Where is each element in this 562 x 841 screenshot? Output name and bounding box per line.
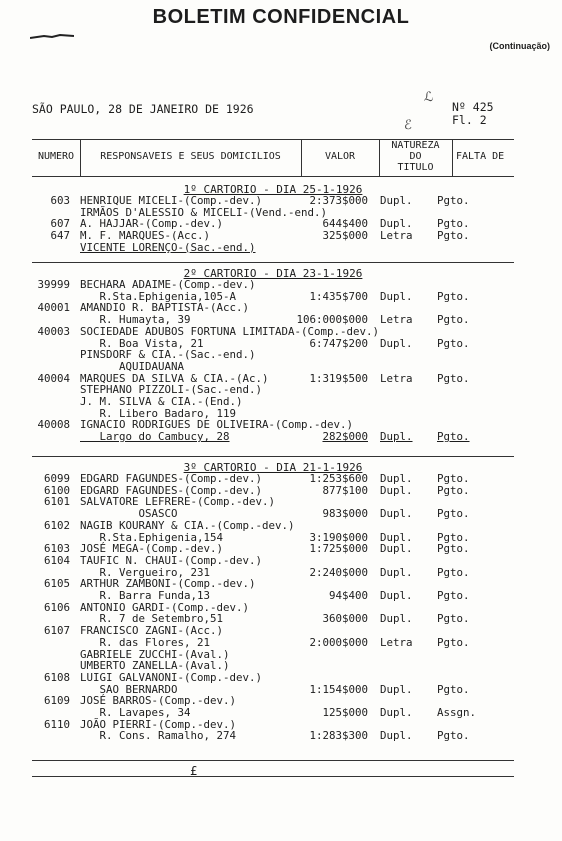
- row-falta: Pgto.: [437, 542, 470, 556]
- row-number: 607: [50, 217, 70, 231]
- row-number: 40003: [37, 324, 70, 338]
- table-row: [0, 730, 562, 742]
- row-falta: Pgto.: [437, 729, 470, 743]
- row-valor: 1:283$300: [309, 729, 368, 743]
- table-row: [0, 242, 562, 254]
- document-title: BOLETIM CONFIDENCIAL: [152, 6, 410, 28]
- row-responsavel: R. Barra Funda,13: [80, 589, 211, 602]
- row-natureza: Dupl.: [380, 472, 413, 485]
- row-number: 6102: [43, 518, 70, 532]
- row-responsavel: R. das Flores, 21: [80, 635, 211, 649]
- row-falta: Pgto.: [437, 430, 470, 444]
- row-responsavel: SOCIEDADE ADUBOS FORTUNA LIMITADA-(Comp.-dev.): [80, 324, 380, 338]
- column-header-valor: VALOR: [324, 151, 356, 162]
- row-natureza: Dupl.: [380, 507, 413, 521]
- row-valor: 877$100: [322, 483, 368, 497]
- sheet-number: Fl. 2: [452, 113, 487, 127]
- row-responsavel: SAO BERNARDO: [80, 682, 178, 696]
- row-natureza: Dupl.: [380, 706, 413, 719]
- row-falta: Pgto.: [437, 530, 470, 544]
- row-responsavel: J. M. SILVA & CIA.-(End.): [80, 395, 243, 408]
- row-responsavel: R. 7 de Setembro,51: [80, 612, 224, 626]
- row-number: 647: [50, 229, 70, 243]
- row-natureza: Letra: [380, 371, 413, 385]
- row-natureza: Dupl.: [380, 729, 413, 743]
- row-responsavel: R.Sta.Ephigenia,154: [80, 530, 224, 544]
- row-natureza: Dupl.: [380, 289, 413, 303]
- row-responsavel: R. Cons. Ramalho, 274: [80, 729, 237, 743]
- row-responsavel: ANTONIO GARDI-(Comp.-dev.): [80, 600, 250, 614]
- column-header-falta: FALTA DE: [456, 151, 505, 162]
- row-number: 6108: [43, 670, 70, 684]
- row-number: 6100: [43, 483, 70, 497]
- row-responsavel: JOSÉ BARROS-(Comp.-dev.): [80, 694, 237, 708]
- row-responsavel: Largo do Cambucy, 28: [80, 430, 230, 444]
- row-valor: 106:000$000: [296, 313, 368, 327]
- column-header-natureza: NATUREZA: [391, 140, 440, 151]
- row-responsavel: ARTHUR ZAMBONI-(Comp.-dev.): [80, 577, 256, 591]
- row-responsavel: HENRIQUE MICELI-(Comp.-dev.): [80, 194, 263, 207]
- row-responsavel: R. Boa Vista, 21: [80, 336, 204, 350]
- row-falta: Pgto.: [437, 507, 470, 521]
- row-valor: 282$000: [322, 430, 368, 444]
- row-responsavel: JOSÉ MEGA-(Comp.-dev.): [80, 542, 224, 556]
- row-responsavel: VICENTE LORENÇO-(Sac.-end.): [80, 240, 256, 254]
- bottom-rule: [32, 760, 514, 761]
- row-responsavel: R. Humayta, 39: [80, 313, 191, 327]
- section-heading-text: 3º CARTORIO - DIA 21-1-1926: [183, 461, 363, 474]
- row-valor: 325$000: [322, 229, 368, 243]
- row-valor: 983$000: [322, 507, 368, 521]
- row-falta: Pgto.: [437, 336, 470, 350]
- row-responsavel: R. Lavapes, 34: [80, 706, 191, 719]
- row-falta: Pgto.: [437, 483, 470, 497]
- row-number: 40001: [37, 301, 70, 315]
- table-header-rule: [32, 176, 514, 177]
- row-natureza: Dupl.: [380, 530, 413, 544]
- row-responsavel: BECHARA ADAIME-(Comp.-dev.): [80, 278, 256, 291]
- row-number: 6106: [43, 600, 70, 614]
- footer-mark: £: [190, 764, 198, 778]
- handwritten-mark: ℒ: [424, 90, 434, 105]
- stamp-mark-icon: [30, 34, 74, 40]
- section-rule: [32, 456, 514, 457]
- table-row: [0, 431, 562, 443]
- column-header-natureza: TITULO: [397, 162, 434, 173]
- row-responsavel: AQUIDAUANA: [80, 359, 185, 373]
- row-valor: 125$000: [322, 706, 368, 719]
- row-natureza: Dupl.: [380, 336, 413, 350]
- row-natureza: Dupl.: [380, 589, 413, 602]
- row-number: 603: [50, 194, 70, 207]
- row-falta: Pgto.: [437, 217, 470, 231]
- row-natureza: Letra: [380, 635, 413, 649]
- row-responsavel: EDGARD FAGUNDES-(Comp.-dev.): [80, 483, 263, 497]
- row-number: 6101: [43, 495, 70, 509]
- row-responsavel: STEPHANO PIZZOLI-(Sac.-end.): [80, 383, 263, 397]
- column-header-numero: NUMERO: [37, 151, 75, 162]
- section-heading-text: 1º CARTORIO - DIA 25-1-1926: [183, 183, 363, 196]
- row-number: 6104: [43, 553, 70, 567]
- row-valor: 644$400: [322, 217, 368, 231]
- handwritten-mark: ℰ: [404, 118, 412, 133]
- row-natureza: Letra: [380, 229, 413, 243]
- table-top-rule: [32, 139, 514, 140]
- row-falta: Pgto.: [437, 565, 470, 579]
- row-natureza: Dupl.: [380, 194, 413, 207]
- section-rule: [32, 262, 514, 263]
- row-number: 6099: [43, 472, 70, 485]
- row-valor: 1:319$500: [309, 371, 368, 385]
- row-valor: 1:154$000: [309, 682, 368, 696]
- row-responsavel: M. F. MARQUES-(Acc.): [80, 229, 211, 243]
- row-falta: Pgto.: [437, 612, 470, 626]
- row-natureza: Dupl.: [380, 217, 413, 231]
- table-row: [0, 637, 562, 649]
- row-falta: Pgto.: [437, 229, 470, 243]
- row-natureza: Dupl.: [380, 612, 413, 626]
- row-valor: 2:240$000: [309, 565, 368, 579]
- row-valor: 6:747$200: [309, 336, 368, 350]
- row-falta: Pgto.: [437, 194, 470, 207]
- row-responsavel: IGNACIO RODRIGUES DE OLIVEIRA-(Comp.-dev.): [80, 418, 354, 432]
- row-natureza: Dupl.: [380, 542, 413, 556]
- section-heading-text: 2º CARTORIO - DIA 23-1-1926: [183, 267, 363, 280]
- table-row: [0, 520, 562, 532]
- row-number: 39999: [37, 278, 70, 291]
- bulletin-number: Nº 425: [452, 100, 494, 114]
- bottom-rule: [32, 776, 514, 777]
- row-falta: Assgn.: [437, 706, 477, 719]
- row-responsavel: MARQUES DA SILVA & CIA.-(Ac.): [80, 371, 269, 385]
- row-responsavel: FRANCISCO ZAGNI-(Acc.): [80, 624, 224, 638]
- row-natureza: Dupl.: [380, 682, 413, 696]
- column-header-natureza: DO: [409, 151, 422, 162]
- row-responsavel: PINSDORF & CIA.-(Sac.-end.): [80, 348, 256, 362]
- row-responsavel: IRMÃOS D'ALESSIO & MICELI-(Vend.-end.): [80, 205, 328, 219]
- row-falta: Pgto.: [437, 289, 470, 303]
- row-falta: Pgto.: [437, 371, 470, 385]
- row-number: 40008: [37, 418, 70, 432]
- row-number: 6110: [43, 717, 70, 731]
- row-responsavel: UMBERTO ZANELLA-(Aval.): [80, 659, 230, 673]
- row-responsavel: GABRIELE ZUCCHI-(Aval.): [80, 647, 230, 661]
- row-responsavel: JOÃO PIERRI-(Comp.-dev.): [80, 717, 237, 731]
- row-responsavel: R. Libero Badaro, 119: [80, 406, 237, 420]
- row-responsavel: TAUFIC N. CHAUI-(Comp.-dev.): [80, 553, 263, 567]
- row-number: 6103: [43, 542, 70, 556]
- row-responsavel: OSASCO: [80, 507, 178, 521]
- row-natureza: Dupl.: [380, 430, 413, 444]
- row-responsavel: LUIGI GALVANONI-(Comp.-dev.): [80, 670, 263, 684]
- row-natureza: Dupl.: [380, 565, 413, 579]
- row-responsavel: AMANDIO R. BAPTISTA-(Acc.): [80, 301, 250, 315]
- row-valor: 2:000$000: [309, 635, 368, 649]
- row-responsavel: EDGARD FAGUNDES-(Comp.-dev.): [80, 472, 263, 485]
- row-responsavel: SALVATORE LEFRERE-(Comp.-dev.): [80, 495, 276, 509]
- place-date: SÃO PAULO, 28 DE JANEIRO DE 1926: [32, 102, 254, 116]
- row-responsavel: R.Sta.Ephigenia,105-A: [80, 289, 237, 303]
- row-responsavel: NAGIB KOURANY & CIA.-(Comp.-dev.): [80, 518, 295, 532]
- row-valor: 360$000: [322, 612, 368, 626]
- column-header-responsaveis: RESPONSAVEIS E SEUS DOMICILIOS: [100, 151, 281, 162]
- row-number: 6107: [43, 624, 70, 638]
- row-valor: 1:725$000: [309, 542, 368, 556]
- row-valor: 3:190$000: [309, 530, 368, 544]
- row-falta: Pgto.: [437, 589, 470, 602]
- row-number: 6105: [43, 577, 70, 591]
- table-row: [0, 326, 562, 338]
- row-valor: 1:253$600: [309, 472, 368, 485]
- row-number: 40004: [37, 371, 70, 385]
- row-valor: 1:435$700: [309, 289, 368, 303]
- row-responsavel: A. HAJJAR-(Comp.-dev.): [80, 217, 224, 231]
- row-number: 6109: [43, 694, 70, 708]
- row-falta: Pgto.: [437, 472, 470, 485]
- row-natureza: Dupl.: [380, 483, 413, 497]
- continuation-label: (Continuação): [489, 41, 550, 51]
- row-valor: 94$400: [328, 589, 368, 602]
- row-falta: Pgto.: [437, 313, 470, 327]
- row-responsavel: R. Vergueiro, 231: [80, 565, 211, 579]
- row-falta: Pgto.: [437, 682, 470, 696]
- row-natureza: Letra: [380, 313, 413, 327]
- row-valor: 2:373$000: [309, 194, 368, 207]
- row-falta: Pgto.: [437, 635, 470, 649]
